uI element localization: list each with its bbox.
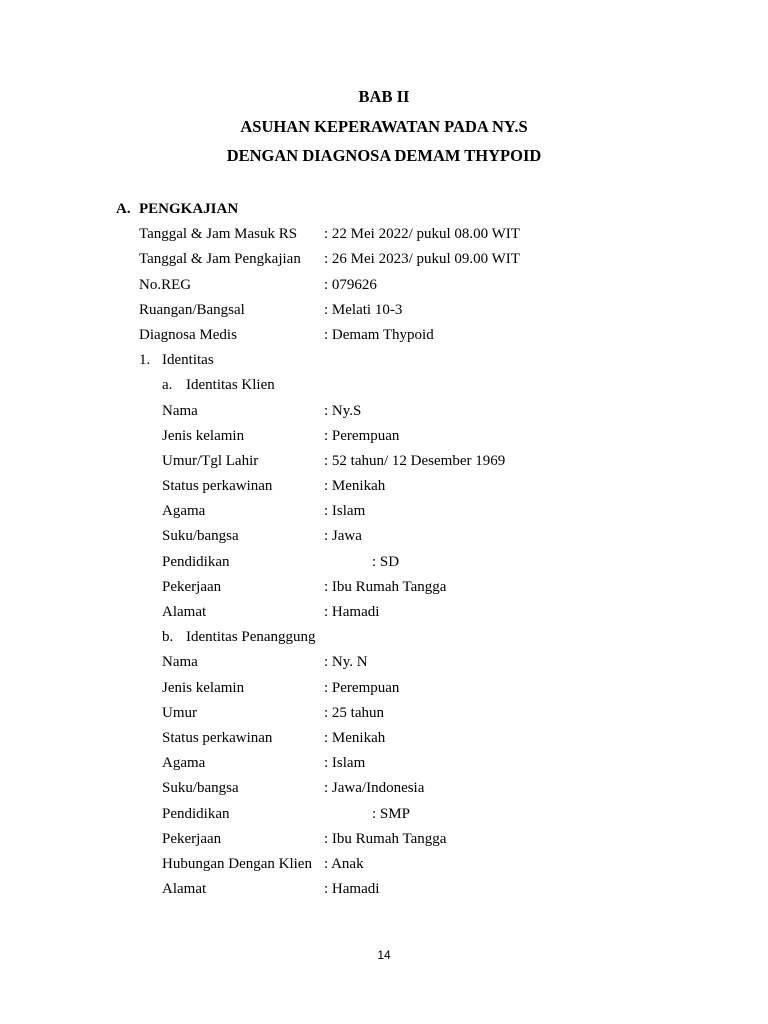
field-value: : Jawa [324,528,362,545]
field-label: Pekerjaan [162,578,222,595]
field-value: : Jawa/Indonesia [324,780,425,797]
admission-row [116,224,716,249]
guardian-row [116,703,716,728]
field-value: : 25 tahun [324,704,384,721]
field-value: : Islam [324,755,366,772]
client-row [116,401,716,426]
field-value: : 26 Mei 2023/ pukul 09.00 WIT [324,251,520,268]
client-row [116,451,716,476]
sub-title: Identitas Penanggung [186,629,316,646]
field-label: Tanggal & Jam Masuk RS [139,226,298,243]
field-label: Alamat [162,604,207,620]
guardian-row [116,753,716,778]
field-label: Umur [162,704,197,721]
field-label: Diagnosa Medis [139,326,237,343]
field-label: Umur/Tgl Lahir [162,452,259,469]
field-value: : 22 Mei 2022/ pukul 08.00 WIT [324,226,520,243]
field-value: : Demam Thypoid [324,326,434,343]
admission-row [116,275,716,300]
field-value: : SMP [372,805,410,822]
field-value: : Ibu Rumah Tangga [324,830,447,847]
guardian-row [116,728,716,753]
field-value: : Melati 10-3 [324,301,403,318]
guardian-heading [116,627,716,652]
field-label: Hubungan Dengan Klien [162,855,312,872]
client-row [116,426,716,451]
field-value: : Ibu Rumah Tangga [324,578,447,595]
field-label: Agama [162,503,206,520]
field-label: Status perkawinan [162,478,273,495]
field-label: Ruangan/Bangsal [139,301,245,318]
admission-row [116,300,716,325]
guardian-row [116,804,716,829]
list-title: Identitas [162,352,214,369]
section-heading [116,199,716,224]
field-value: : Menikah [324,478,386,495]
field-label: Suku/bangsa [162,780,239,797]
field-label: No.REG [139,276,192,293]
field-value: : Ny.S [324,402,362,419]
field-value: : 52 tahun/ 12 Desember 1969 [324,452,506,469]
guardian-row [116,854,716,879]
chapter-title: ASUHAN KEPERAWATAN PADA NY.S [240,116,528,136]
guardian-row [116,879,716,904]
guardian-row [116,829,716,854]
field-label: Pendidikan [162,805,230,822]
page-number: 14 [377,948,391,962]
field-value: : Perempuan [324,679,400,696]
field-value: : Menikah [324,729,386,746]
field-label: Suku/bangsa [162,528,239,545]
field-value: : Perempuan [324,427,400,444]
section-letter: A. [116,201,131,217]
sub-letter: b. [162,629,174,646]
field-value: : Ny. N [324,654,368,671]
field-label: Status perkawinan [162,729,273,746]
client-row [116,552,716,577]
guardian-row [116,652,716,677]
section-pengkajian [116,199,716,904]
sub-letter: a. [162,377,173,394]
field-label: Agama [162,755,206,772]
guardian-row [116,678,716,703]
field-label: Pekerjaan [162,830,222,847]
field-value: : Hamadi [324,604,380,620]
client-row [116,501,716,526]
field-label: Jenis kelamin [162,427,245,444]
field-label: Pendidikan [162,553,230,570]
field-value: : Hamadi [324,881,380,898]
chapter-heading: BAB II [358,87,410,106]
chapter-titles [0,87,768,176]
admission-row [116,325,716,350]
client-row [116,526,716,551]
client-row [116,577,716,602]
client-heading [116,375,716,400]
chapter-subtitle: DENGAN DIAGNOSA DEMAM THYPOID [226,146,542,165]
list-number: 1. [139,352,151,369]
guardian-row [116,778,716,803]
field-value: : Islam [324,503,366,520]
field-value: : 079626 [324,276,377,293]
admission-row [116,249,716,274]
field-label: Tanggal & Jam Pengkajian [139,251,301,268]
field-label: Jenis kelamin [162,679,245,696]
field-label: Nama [162,654,198,671]
field-value: : Anak [324,855,364,872]
identitas-heading [116,350,716,375]
section-title: PENGKAJIAN [139,201,239,217]
client-row [116,602,716,627]
client-row [116,476,716,501]
field-label: Alamat [162,881,207,898]
field-value: : SD [372,553,400,570]
sub-title: Identitas Klien [186,377,275,394]
field-label: Nama [162,402,198,419]
